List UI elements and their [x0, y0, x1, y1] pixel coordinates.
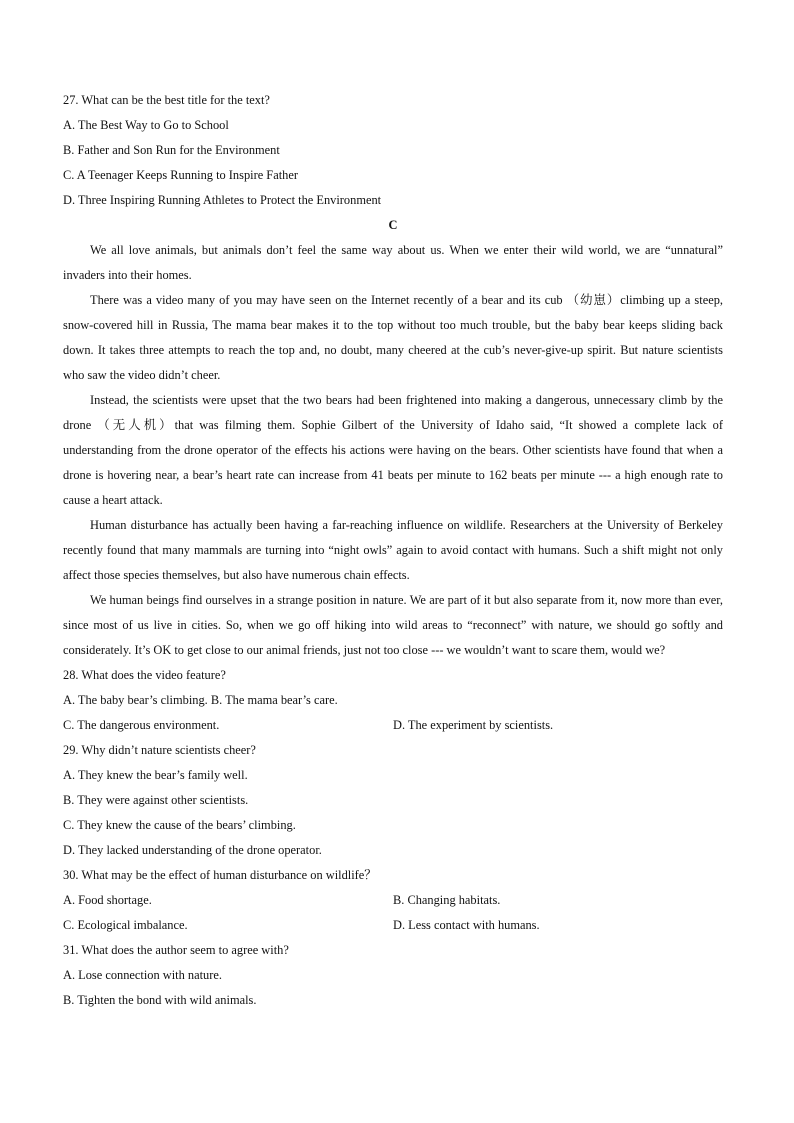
passage-paragraph-4: Human disturbance has actually been having a far-reaching influence on wildlife. Researchers at the University of Berkeley recently found that many mammals are turning into “night owls” again to avoid contact with humans. Such a shift might not only affect those species themselves, but also have numerous chain effects.: [63, 518, 723, 582]
question-28-options-cd: [63, 713, 723, 738]
question-30-stem: 30. What may be the effect of human disturbance on wildlife？: [63, 868, 377, 882]
question-29-option-b: B. They were against other scientists.: [63, 793, 249, 807]
question-27-option-a: A. The Best Way to Go to School: [63, 118, 229, 132]
question-30-options-cd: [63, 913, 723, 938]
question-31-option-a: A. Lose connection with nature.: [63, 968, 222, 982]
question-27-option-b: B. Father and Son Run for the Environment: [63, 143, 280, 157]
exam-page: [63, 88, 723, 1013]
question-29-option-c: C. They knew the cause of the bears’ climbing.: [63, 818, 296, 832]
question-31-option-b: B. Tighten the bond with wild animals.: [63, 993, 257, 1007]
question-31-stem: 31. What does the author seem to agree with?: [63, 943, 289, 957]
question-27-option-c: C. A Teenager Keeps Running to Inspire Father: [63, 168, 298, 182]
question-28-option-c: C. The dangerous environment.: [63, 718, 220, 732]
question-30-options-ab: [63, 888, 723, 913]
question-28-stem: 28. What does the video feature?: [63, 668, 226, 682]
passage-c-title: C: [388, 218, 398, 232]
question-28-options-ab: A. The baby bear’s climbing. B. The mama bear’s care.: [63, 693, 338, 707]
question-29-option-a: A. They knew the bear’s family well.: [63, 768, 248, 782]
passage-paragraph-1: We all love animals, but animals don’t feel the same way about us. When we enter their wild world, we are “unnatural” invaders into their homes.: [63, 243, 723, 282]
passage-paragraph-3: Instead, the scientists were upset that the two bears had been frightened into making a dangerous, unnecessary climb by the drone （无人机）that was filming them. Sophie Gilbert of the University of Idaho said, “It showed a complete lack of understanding from the drone operator of the effects his actions were having on the bears. Other scientists have found that when a drone is hovering near, a bear’s heart rate can increase from 41 beats per minute to 162 beats per minute --- a high enough rate to cause a heart attack.: [63, 393, 723, 507]
question-30-option-b: B. Changing habitats.: [393, 893, 501, 907]
question-29-option-d: D. They lacked understanding of the drone operator.: [63, 843, 322, 857]
passage-c: [63, 213, 723, 663]
question-30-option-d: D. Less contact with humans.: [393, 918, 540, 932]
question-27-option-d: D. Three Inspiring Running Athletes to Protect the Environment: [63, 193, 382, 207]
question-30-option-c: C. Ecological imbalance.: [63, 918, 188, 932]
question-29-stem: 29. Why didn’t nature scientists cheer?: [63, 743, 256, 757]
question-30-option-a: A. Food shortage.: [63, 893, 152, 907]
question-27-stem: 27. What can be the best title for the text?: [63, 93, 270, 107]
passage-paragraph-5: We human beings find ourselves in a strange position in nature. We are part of it but also separate from it, now more than ever, since most of us live in cities. So, when we go off hiking into wild areas to “reconnect” with nature, we should go softly and considerately. It’s OK to get close to our animal friends, just not too close --- we wouldn’t want to scare them, would we?: [63, 593, 723, 657]
passage-paragraph-2: There was a video many of you may have seen on the Internet recently of a bear and its cub （幼崽）climbing up a steep, snow-covered hill in Russia, The mama bear makes it to the top without too much trouble, but the baby bear keeps sliding back down. It takes three attempts to reach the top and, no doubt, many cheered at the cub’s never-give-up spirit. But nature scientists who saw the video didn’t cheer.: [63, 293, 723, 382]
question-28-option-d: D. The experiment by scientists.: [393, 718, 554, 732]
question-30: [63, 863, 723, 938]
question-28: [63, 663, 723, 738]
question-27: [63, 88, 723, 213]
question-31: [63, 938, 723, 1013]
question-29: [63, 738, 723, 863]
